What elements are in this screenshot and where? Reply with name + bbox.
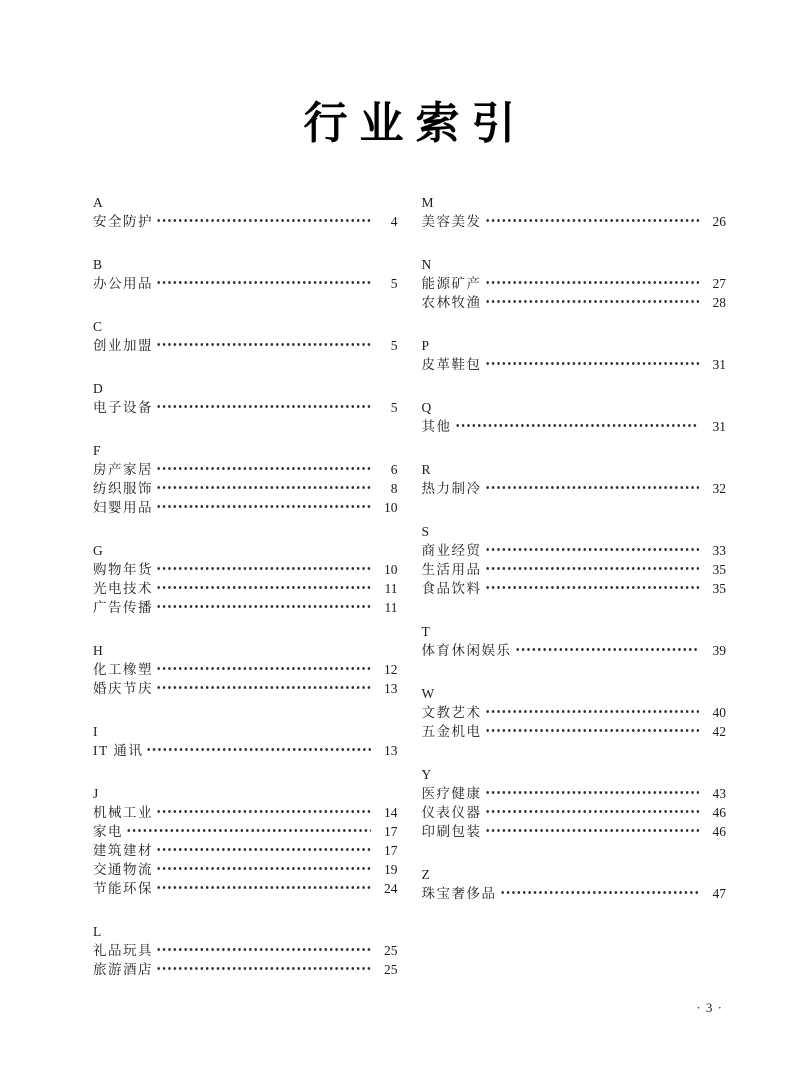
entry-page-number: 39 <box>712 642 726 658</box>
section-letter: N <box>421 256 432 272</box>
entry-label: 礼品玩具 <box>93 942 153 958</box>
dot-leader <box>500 891 700 894</box>
entry-label: 办公用品 <box>93 275 153 291</box>
index-entry <box>422 579 727 598</box>
index-entry <box>422 822 727 841</box>
index-section-H <box>93 641 398 698</box>
entry-label: 珠宝奢侈品 <box>421 885 497 901</box>
dot-leader <box>485 219 700 222</box>
entry-page-number: 40 <box>712 704 726 720</box>
entry-label: 能源矿产 <box>421 275 482 291</box>
section-letter: B <box>93 256 103 272</box>
index-entry <box>93 660 398 679</box>
index-entry <box>93 941 398 960</box>
section-letter: L <box>93 923 102 939</box>
index-section-T <box>422 622 727 660</box>
entry-label: 文教艺术 <box>421 704 482 720</box>
dot-leader <box>146 748 370 751</box>
entry-label: 热力制冷 <box>421 480 482 496</box>
entry-label: 生活用品 <box>421 561 482 577</box>
dot-leader <box>485 586 700 589</box>
index-entry <box>93 679 398 698</box>
dot-leader <box>485 729 700 732</box>
index-section-P <box>422 336 727 374</box>
index-entry <box>93 960 398 979</box>
section-letter: T <box>421 623 431 639</box>
dot-leader <box>156 405 371 408</box>
index-entry <box>422 560 727 579</box>
index-entry <box>93 398 398 417</box>
entry-page-number: 12 <box>384 661 398 677</box>
dot-leader <box>156 467 371 470</box>
entry-page-number: 6 <box>390 461 398 477</box>
index-entry <box>93 336 398 355</box>
dot-leader <box>156 343 371 346</box>
dot-leader <box>485 362 700 365</box>
index-section-R <box>422 460 727 498</box>
section-letter: F <box>93 442 102 458</box>
index-section-C <box>93 317 398 355</box>
section-letter: I <box>93 723 98 739</box>
index-entry <box>422 722 727 741</box>
index-section-L <box>93 922 398 979</box>
index-entry <box>422 641 727 660</box>
index-entry <box>422 293 727 312</box>
section-letter: C <box>93 318 103 334</box>
entry-page-number: 46 <box>712 823 726 839</box>
dot-leader <box>156 967 371 970</box>
entry-page-number: 26 <box>712 213 726 229</box>
entry-page-number: 4 <box>390 213 398 229</box>
index-entry <box>422 541 727 560</box>
entry-label: 五金机电 <box>421 723 482 739</box>
entry-label: 交通物流 <box>93 861 153 877</box>
index-section-M <box>422 193 727 231</box>
section-letter: G <box>93 542 104 558</box>
section-letter: W <box>421 685 435 701</box>
entry-label: 机械工业 <box>93 804 153 820</box>
entry-page-number: 46 <box>712 804 726 820</box>
section-letter: H <box>93 642 104 658</box>
entry-label: 纺织服饰 <box>93 480 153 496</box>
section-letter: D <box>93 380 104 396</box>
entry-label: 体育休闲娱乐 <box>421 642 512 658</box>
entry-label: 皮革鞋包 <box>421 356 482 372</box>
section-letter: S <box>421 523 430 539</box>
dot-leader <box>515 648 700 651</box>
index-section-F <box>93 441 398 517</box>
entry-page-number: 11 <box>384 599 398 615</box>
entry-page-number: 35 <box>712 580 726 596</box>
index-entry <box>93 598 398 617</box>
index-entry <box>93 498 398 517</box>
entry-label: 农林牧渔 <box>421 294 482 310</box>
dot-leader <box>485 486 700 489</box>
dot-leader <box>485 567 700 570</box>
index-entry <box>422 884 727 903</box>
entry-page-number: 43 <box>712 785 726 801</box>
dot-leader <box>485 548 700 551</box>
dot-leader <box>455 424 700 427</box>
entry-page-number: 10 <box>384 499 398 515</box>
index-section-W <box>422 684 727 741</box>
index-section-D <box>93 379 398 417</box>
industry-index <box>0 193 793 1003</box>
entry-label: 医疗健康 <box>421 785 482 801</box>
entry-label: 旅游酒店 <box>93 961 153 977</box>
index-entry <box>93 860 398 879</box>
entry-page-number: 5 <box>390 337 398 353</box>
entry-label: 创业加盟 <box>93 337 153 353</box>
index-entry <box>422 479 727 498</box>
index-column-right <box>422 193 727 927</box>
index-section-B <box>93 255 398 293</box>
dot-leader <box>485 810 700 813</box>
entry-label: 商业经贸 <box>421 542 482 558</box>
entry-label: 印刷包装 <box>421 823 482 839</box>
entry-label: 电子设备 <box>93 399 153 415</box>
entry-label: 仪表仪器 <box>421 804 482 820</box>
entry-label: 节能环保 <box>93 880 153 896</box>
dot-leader <box>156 810 371 813</box>
entry-label: 购物年货 <box>93 561 153 577</box>
dot-leader <box>156 219 371 222</box>
dot-leader <box>156 686 371 689</box>
dot-leader <box>156 948 371 951</box>
entry-page-number: 13 <box>384 680 398 696</box>
entry-page-number: 17 <box>384 842 398 858</box>
index-entry <box>93 803 398 822</box>
index-entry <box>422 417 727 436</box>
dot-leader <box>156 586 371 589</box>
section-letter: R <box>421 461 432 477</box>
entry-label: 化工橡塑 <box>93 661 153 677</box>
page-title: 行业索引 <box>303 99 528 148</box>
entry-label: 光电技术 <box>93 580 153 596</box>
index-entry <box>93 822 398 841</box>
section-letter: Y <box>421 766 432 782</box>
entry-page-number: 11 <box>384 580 398 596</box>
entry-page-number: 31 <box>712 356 726 372</box>
index-entry <box>93 212 398 231</box>
dot-leader <box>156 605 371 608</box>
index-entry <box>422 784 727 803</box>
index-entry <box>93 479 398 498</box>
index-section-A <box>93 193 398 231</box>
entry-page-number: 5 <box>390 275 398 291</box>
entry-page-number: 33 <box>712 542 726 558</box>
dot-leader <box>126 829 371 832</box>
dot-leader <box>156 886 371 889</box>
index-entry <box>93 460 398 479</box>
section-letter: Q <box>421 399 432 415</box>
entry-label: 家电 <box>93 823 123 839</box>
index-entry <box>93 741 398 760</box>
index-section-N <box>422 255 727 312</box>
dot-leader <box>156 867 371 870</box>
section-letter: M <box>421 194 435 210</box>
entry-page-number: 47 <box>712 885 726 901</box>
dot-leader <box>156 505 371 508</box>
dot-leader <box>156 281 371 284</box>
entry-page-number: 31 <box>712 418 726 434</box>
dot-leader <box>156 567 371 570</box>
entry-page-number: 28 <box>712 294 726 310</box>
entry-page-number: 35 <box>712 561 726 577</box>
entry-page-number: 32 <box>712 480 726 496</box>
index-section-J <box>93 784 398 898</box>
index-column-left <box>93 193 398 1003</box>
section-letter: J <box>93 785 99 801</box>
entry-page-number: 10 <box>384 561 398 577</box>
entry-page-number: 25 <box>384 942 398 958</box>
dot-leader <box>485 829 700 832</box>
index-section-Z <box>422 865 727 903</box>
section-letter: A <box>93 194 104 210</box>
index-section-S <box>422 522 727 598</box>
section-letter: Z <box>421 866 431 882</box>
index-entry <box>93 560 398 579</box>
index-section-Q <box>422 398 727 436</box>
index-section-G <box>93 541 398 617</box>
section-letter: P <box>421 337 430 353</box>
index-entry <box>422 703 727 722</box>
index-entry <box>422 274 727 293</box>
index-entry <box>93 879 398 898</box>
entry-label: 其他 <box>421 418 452 434</box>
entry-label: 美容美发 <box>421 213 482 229</box>
entry-label: 婚庆节庆 <box>93 680 153 696</box>
dot-leader <box>485 710 700 713</box>
entry-page-number: 8 <box>390 480 398 496</box>
dot-leader <box>156 848 371 851</box>
dot-leader <box>485 791 700 794</box>
entry-page-number: 14 <box>384 804 398 820</box>
index-entry <box>93 841 398 860</box>
entry-page-number: 24 <box>384 880 398 896</box>
entry-label: 安全防护 <box>93 213 153 229</box>
entry-page-number: 17 <box>384 823 398 839</box>
index-entry <box>93 579 398 598</box>
index-section-I <box>93 722 398 760</box>
dot-leader <box>156 486 371 489</box>
entry-page-number: 13 <box>384 742 398 758</box>
entry-page-number: 42 <box>712 723 726 739</box>
index-entry <box>93 274 398 293</box>
entry-page-number: 27 <box>712 275 726 291</box>
index-section-Y <box>422 765 727 841</box>
entry-label: 妇婴用品 <box>93 499 153 515</box>
dot-leader <box>485 300 700 303</box>
entry-page-number: 19 <box>384 861 398 877</box>
index-entry <box>422 355 727 374</box>
entry-label: 食品饮料 <box>421 580 482 596</box>
entry-page-number: 25 <box>384 961 398 977</box>
dot-leader <box>485 281 700 284</box>
entry-label: 建筑建材 <box>93 842 153 858</box>
entry-label: 房产家居 <box>93 461 153 477</box>
entry-label: 广告传播 <box>93 599 153 615</box>
index-entry <box>422 212 727 231</box>
page-number: · 3 · <box>696 1000 723 1015</box>
index-entry <box>422 803 727 822</box>
dot-leader <box>156 667 371 670</box>
entry-page-number: 5 <box>390 399 398 415</box>
entry-label: IT 通讯 <box>93 742 144 758</box>
